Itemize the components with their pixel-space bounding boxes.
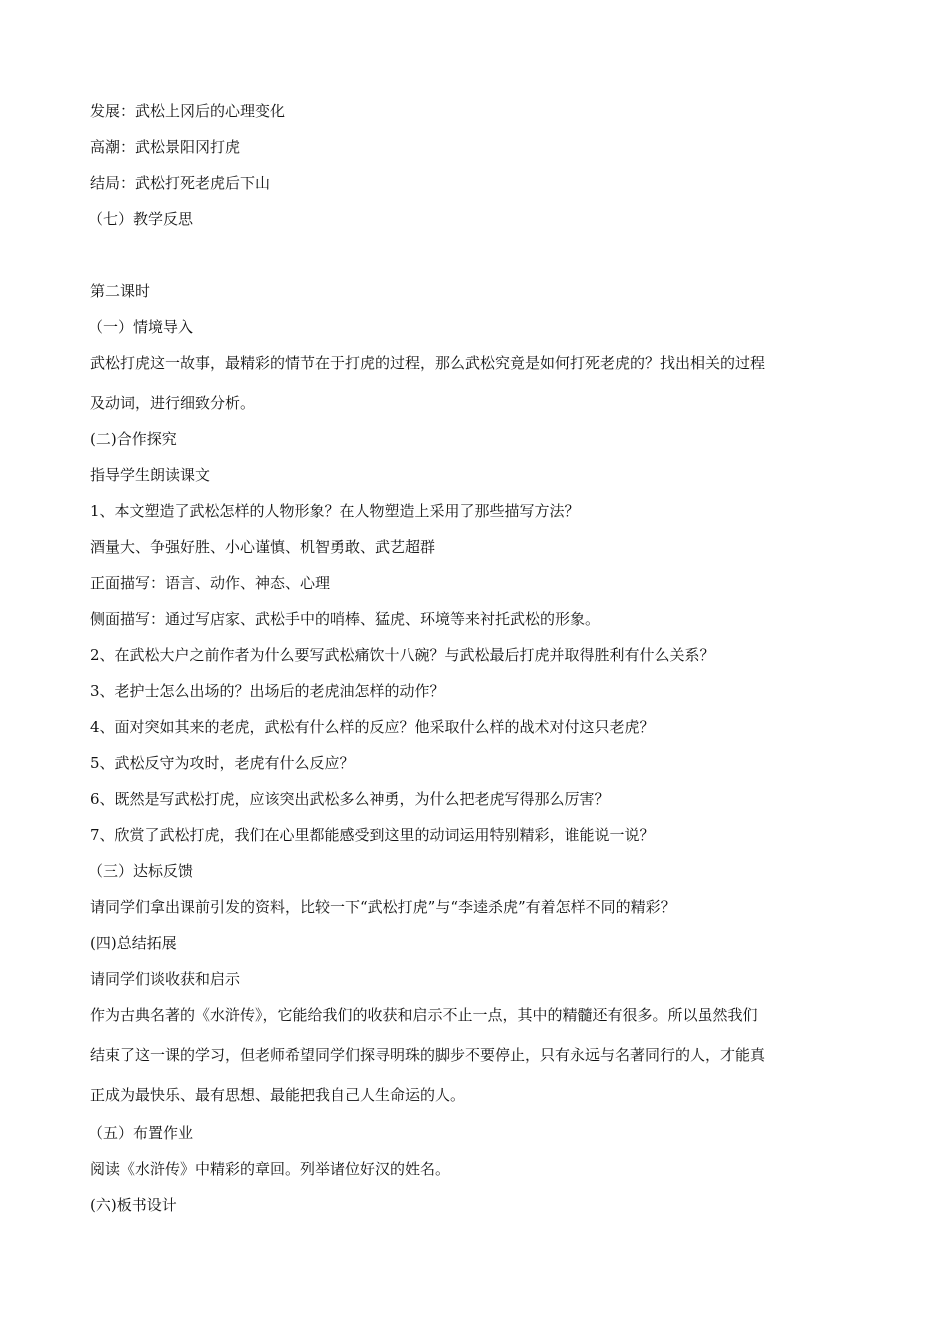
answer-traits: 酒量大、争强好胜、小心谨慎、机智勇敢、武艺超群 <box>90 538 436 556</box>
answer-indirect-description: 侧面描写：通过写店家、武松手中的哨棒、猛虎、环境等来衬托武松的形象。 <box>90 610 601 628</box>
question-2: 2、在武松大户之前作者为什么要写武松痛饮十八碗？与武松最后打虎并取得胜利有什么关系？ <box>90 646 715 664</box>
paragraph-intro-line-2: 及动词，进行细致分析。 <box>90 394 256 412</box>
question-7: 7、欣赏了武松打虎，我们在心里都能感受到这里的动词运用特别精彩，谁能说一说？ <box>90 826 655 844</box>
text-guide-reading: 指导学生朗读课文 <box>90 466 211 484</box>
heading-cooperative-inquiry: (二)合作探究 <box>90 430 177 448</box>
heading-reflection: （七）教学反思 <box>88 210 194 228</box>
question-3: 3、老护士怎么出场的？出场后的老虎油怎样的动作？ <box>90 682 445 700</box>
paragraph-summary-line-2: 结束了这一课的学习，但老师希望同学们探寻明珠的脚步不要停止，只有永远与名著同行的人，才能真 <box>90 1046 766 1064</box>
text-feedback: 请同学们拿出课前引发的资料，比较一下“武松打虎”与“李逵杀虎”有着怎样不同的精彩？ <box>90 898 676 916</box>
text-development: 发展：武松上冈后的心理变化 <box>90 102 286 120</box>
text-ending: 结局：武松打死老虎后下山 <box>90 174 271 192</box>
question-4: 4、面对突如其来的老虎，武松有什么样的反应？他采取什么样的战术对付这只老虎？ <box>90 718 655 736</box>
question-6: 6、既然是写武松打虎，应该突出武松多么神勇，为什么把老虎写得那么厉害？ <box>90 790 610 808</box>
heading-feedback: （三）达标反馈 <box>88 862 194 880</box>
text-summary-prompt: 请同学们谈收获和启示 <box>90 970 241 988</box>
heading-intro: （一）情境导入 <box>88 318 194 336</box>
answer-direct-description: 正面描写：语言、动作、神态、心理 <box>90 574 331 592</box>
question-5: 5、武松反守为攻时，老虎有什么反应？ <box>90 754 355 772</box>
question-1: 1、本文塑造了武松怎样的人物形象？在人物塑造上采用了那些描写方法？ <box>90 502 580 520</box>
heading-board-design: (六)板书设计 <box>90 1196 177 1214</box>
paragraph-summary-line-1: 作为古典名著的《水浒传》，它能给我们的收获和启示不止一点，其中的精髓还有很多。所以虽然我们 <box>90 1006 758 1024</box>
paragraph-summary-line-3: 正成为最快乐、最有思想、最能把我自己人生命运的人。 <box>90 1086 466 1104</box>
text-homework: 阅读《水浒传》中精彩的章回。列举诸位好汉的姓名。 <box>90 1160 451 1178</box>
heading-homework: （五）布置作业 <box>88 1124 194 1142</box>
heading-summary: (四)总结拓展 <box>90 934 177 952</box>
paragraph-intro-line-1: 武松打虎这一故事，最精彩的情节在于打虎的过程，那么武松究竟是如何打死老虎的？找出相关的过程 <box>90 354 766 372</box>
heading-second-lesson: 第二课时 <box>90 282 151 300</box>
text-climax: 高潮：武松景阳冈打虎 <box>90 138 241 156</box>
